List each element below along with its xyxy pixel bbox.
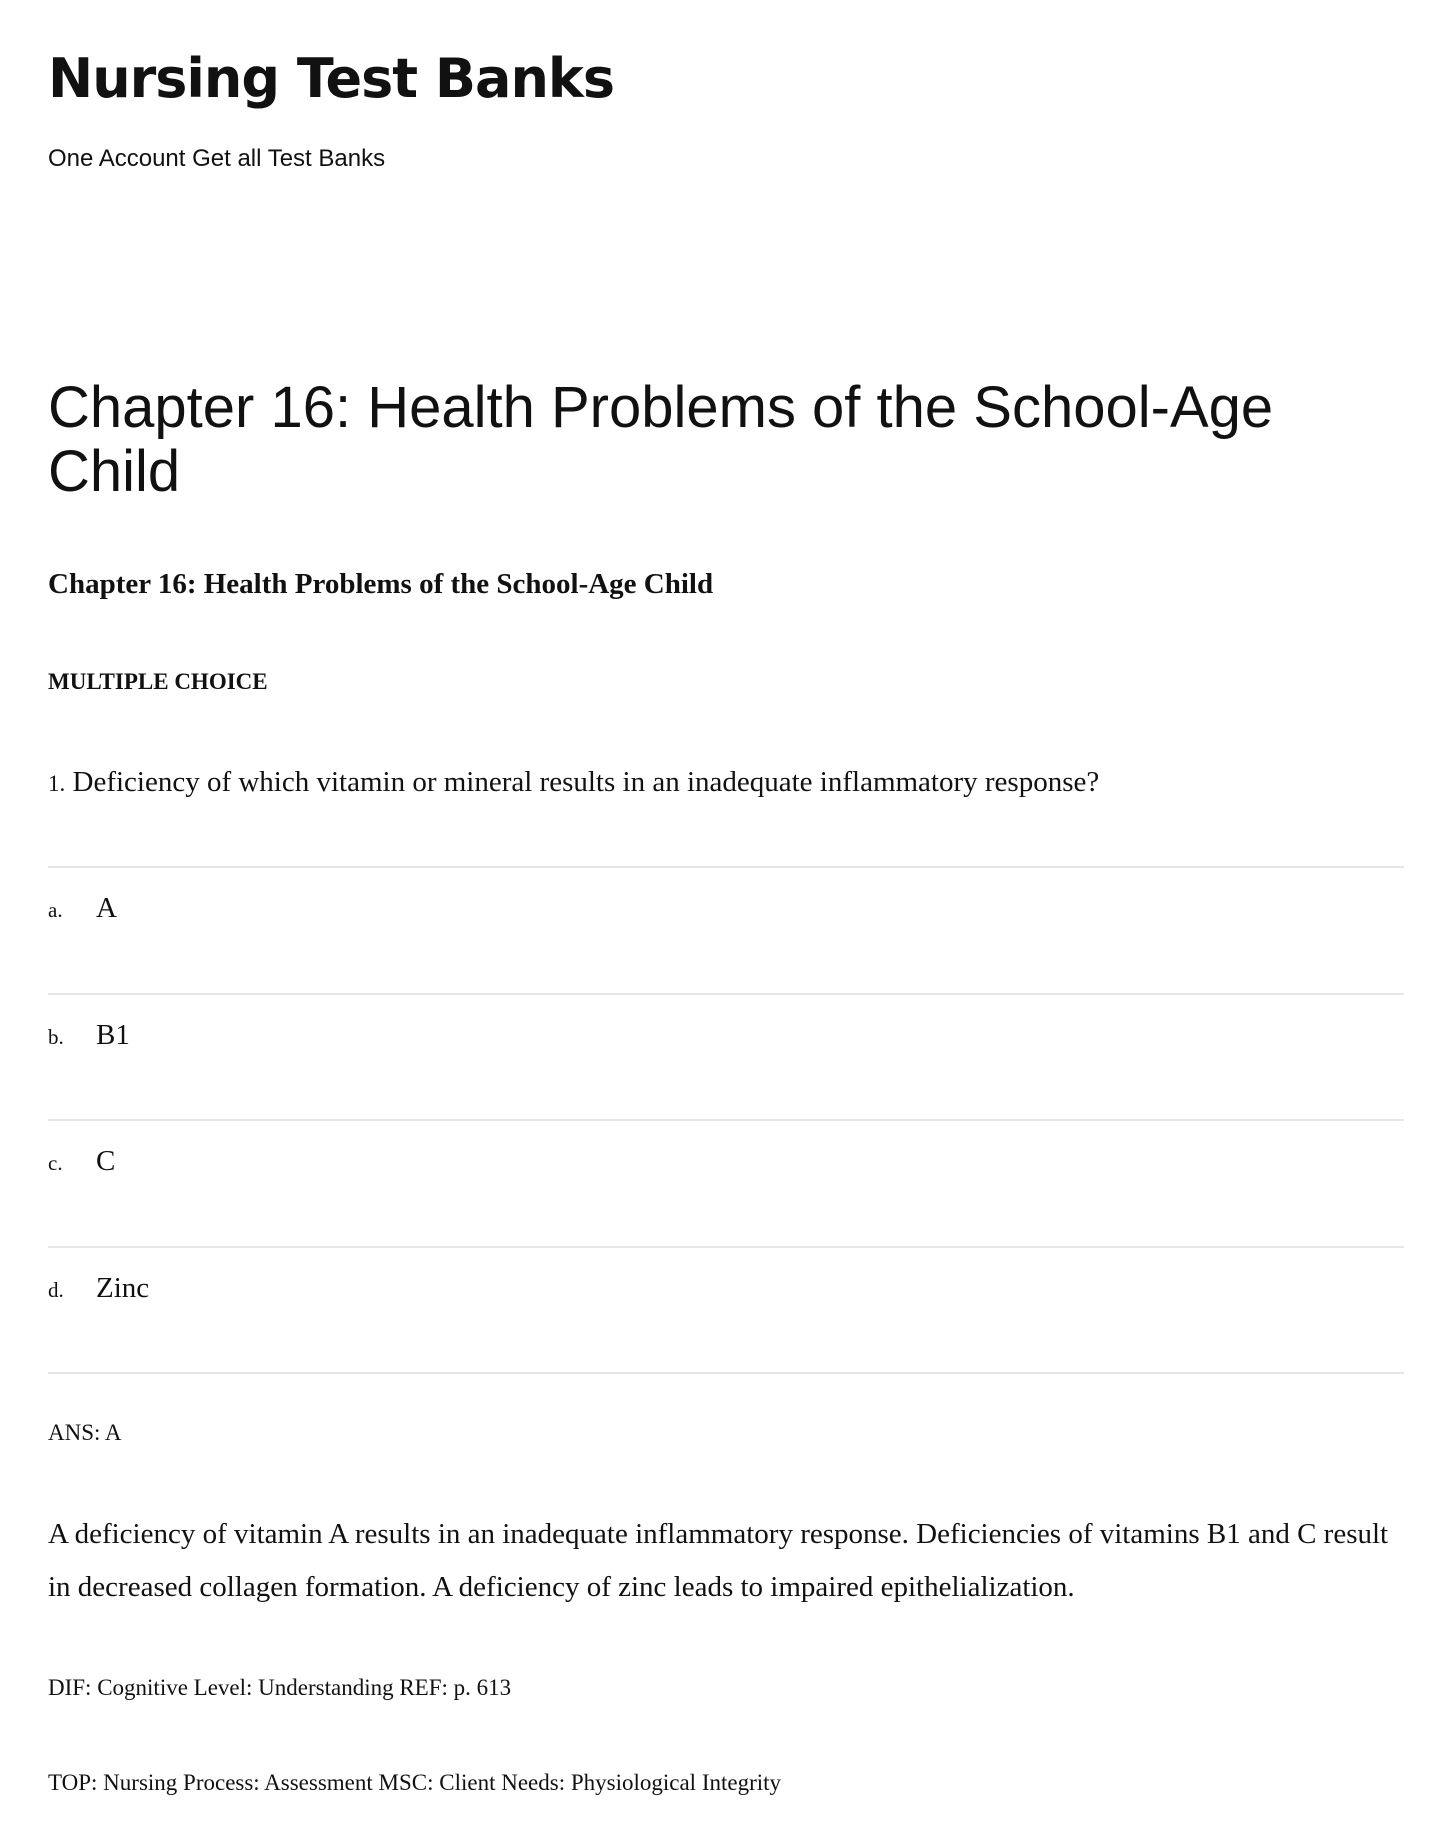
option-d bbox=[48, 1270, 149, 1311]
option-a bbox=[48, 890, 117, 931]
question-text bbox=[48, 764, 1099, 802]
option-letter: c. bbox=[48, 1151, 63, 1175]
option-text: B1 bbox=[96, 1019, 130, 1051]
option-text: Zinc bbox=[96, 1272, 150, 1304]
meta-top-msc: TOP: Nursing Process: Assessment MSC: Client Needs: Physiological Integrity bbox=[48, 1770, 782, 1795]
option-text: C bbox=[96, 1145, 116, 1177]
option-letter: d. bbox=[48, 1278, 64, 1302]
chapter-heading: Chapter 16: Health Problems of the School-Age Child bbox=[48, 375, 1274, 504]
site-tagline: One Account Get all Test Banks bbox=[48, 145, 386, 172]
option-letter: a. bbox=[48, 898, 63, 922]
divider bbox=[48, 993, 1404, 995]
option-letter: b. bbox=[48, 1025, 64, 1049]
divider bbox=[48, 1119, 1404, 1121]
divider bbox=[48, 1246, 1404, 1248]
divider bbox=[48, 1372, 1404, 1374]
meta-dif-ref: DIF: Cognitive Level: Understanding REF: p. 613 bbox=[48, 1675, 512, 1700]
answer-key: ANS: A bbox=[48, 1420, 122, 1445]
site-title: Nursing Test Banks bbox=[48, 47, 614, 110]
chapter-subheading: Chapter 16: Health Problems of the School-Age Child bbox=[48, 568, 714, 600]
option-b bbox=[48, 1017, 130, 1058]
answer-rationale: A deficiency of vitamin A results in an inadequate inflammatory response. Deficiencies of vitamins B1 and C result in decreased collagen formation. A deficiency of zinc leads to impaired epithelialization. bbox=[48, 1518, 1389, 1603]
option-c bbox=[48, 1143, 115, 1184]
question-number: 1. bbox=[48, 771, 66, 796]
question-stem: Deficiency of which vitamin or mineral results in an inadequate inflammatory response? bbox=[72, 766, 1100, 798]
option-text: A bbox=[96, 892, 117, 924]
divider bbox=[48, 866, 1404, 868]
section-label: MULTIPLE CHOICE bbox=[48, 669, 268, 694]
